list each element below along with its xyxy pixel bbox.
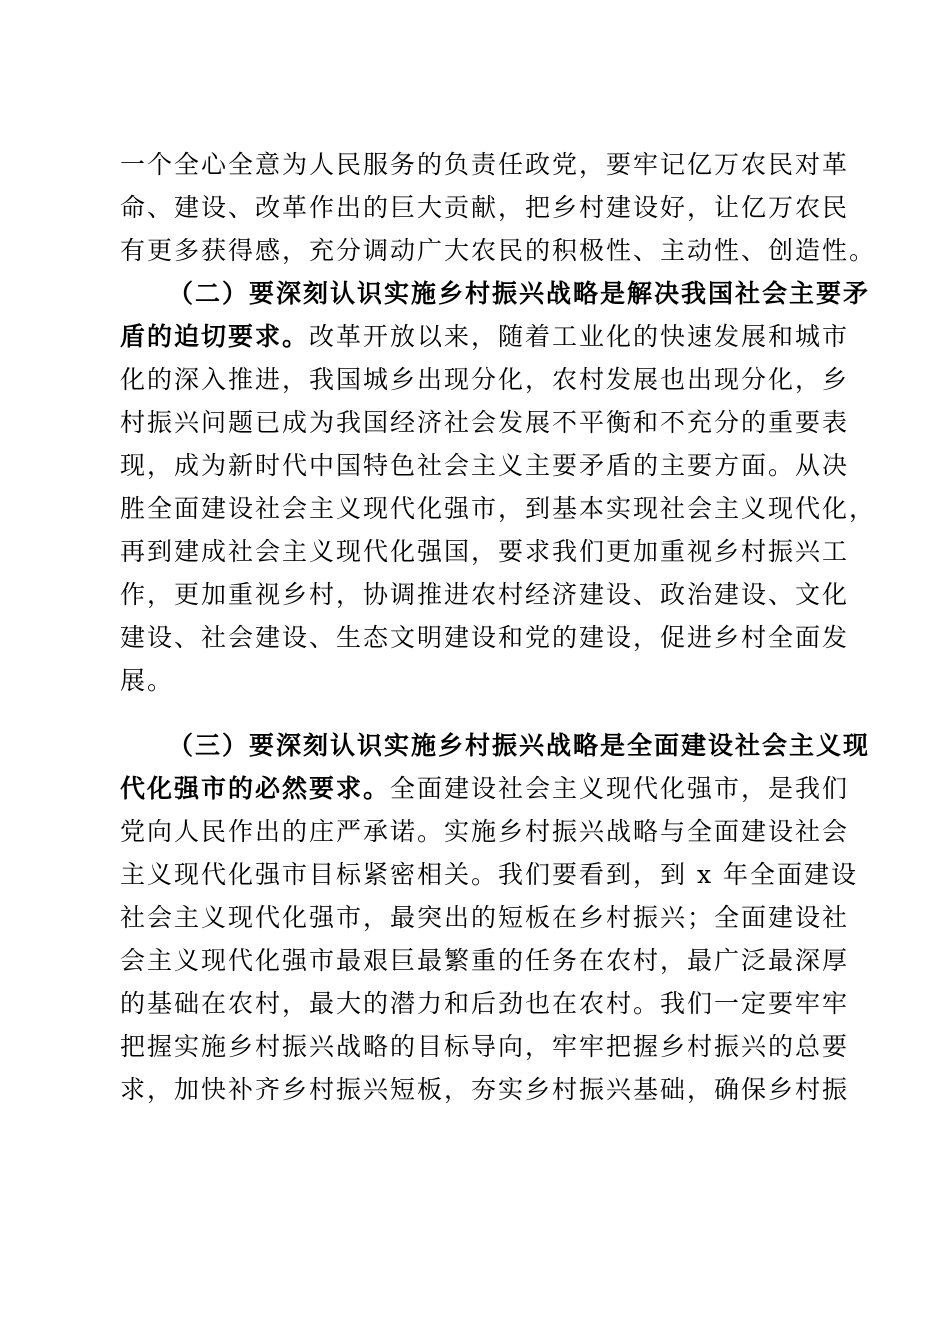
text-line: 作，更加重视乡村，协调推进农村经济建设、政治建设、文化 <box>120 580 850 609</box>
text-line: 把握实施乡村振兴战略的目标导向，牢牢把握乡村振兴的总要 <box>120 1032 850 1061</box>
text-line: 有更多获得感，充分调动广大农民的积极性、主动性、创造性。 <box>120 236 877 265</box>
text-line: 社会主义现代化强市，最突出的短板在乡村振兴；全面建设社 <box>120 903 850 932</box>
text-line: 化的深入推进，我国城乡出现分化，农村发展也出现分化，乡 <box>120 365 850 394</box>
text-line: 代化强市的必然要求。全面建设社会主义现代化强市，是我们 <box>120 774 850 803</box>
section-heading-line: （二）要深刻认识实施乡村振兴战略是解决我国社会主要矛 <box>168 279 871 308</box>
text-line: 现，成为新时代中国特色社会主义主要矛盾的主要方面。从决 <box>120 451 850 480</box>
text-line: 盾的迫切要求。改革开放以来，随着工业化的快速发展和城市 <box>120 322 850 351</box>
text-line: 村振兴问题已成为我国经济社会发展不平衡和不充分的重要表 <box>120 408 850 437</box>
text-line: 展。 <box>120 666 175 695</box>
text-line: 命、建设、改革作出的巨大贡献，把乡村建设好，让亿万农民 <box>120 193 850 222</box>
section-heading-line: （三）要深刻认识实施乡村振兴战略是全面建设社会主义现 <box>168 731 871 760</box>
text-line: 的基础在农村，最大的潜力和后劲也在农村。我们一定要牢牢 <box>120 989 850 1018</box>
text-line: 会主义现代化强市最艰巨最繁重的任务在农村，最广泛最深厚 <box>120 946 850 975</box>
text-line: 主义现代化强市目标紧密相关。我们要看到，到 x 年全面建设 <box>120 860 858 889</box>
text-line: 再到建成社会主义现代化强国，要求我们更加重视乡村振兴工 <box>120 537 850 566</box>
text-line: 建设、社会建设、生态文明建设和党的建设，促进乡村全面发 <box>120 623 850 652</box>
text-line: 胜全面建设社会主义现代化强市，到基本实现社会主义现代化， <box>120 494 877 523</box>
text-line: 求，加快补齐乡村振兴短板，夯实乡村振兴基础，确保乡村振 <box>120 1075 850 1104</box>
text-line: 党向人民作出的庄严承诺。实施乡村振兴战略与全面建设社会 <box>120 817 850 846</box>
text-line: 一个全心全意为人民服务的负责任政党，要牢记亿万农民对革 <box>120 150 850 179</box>
